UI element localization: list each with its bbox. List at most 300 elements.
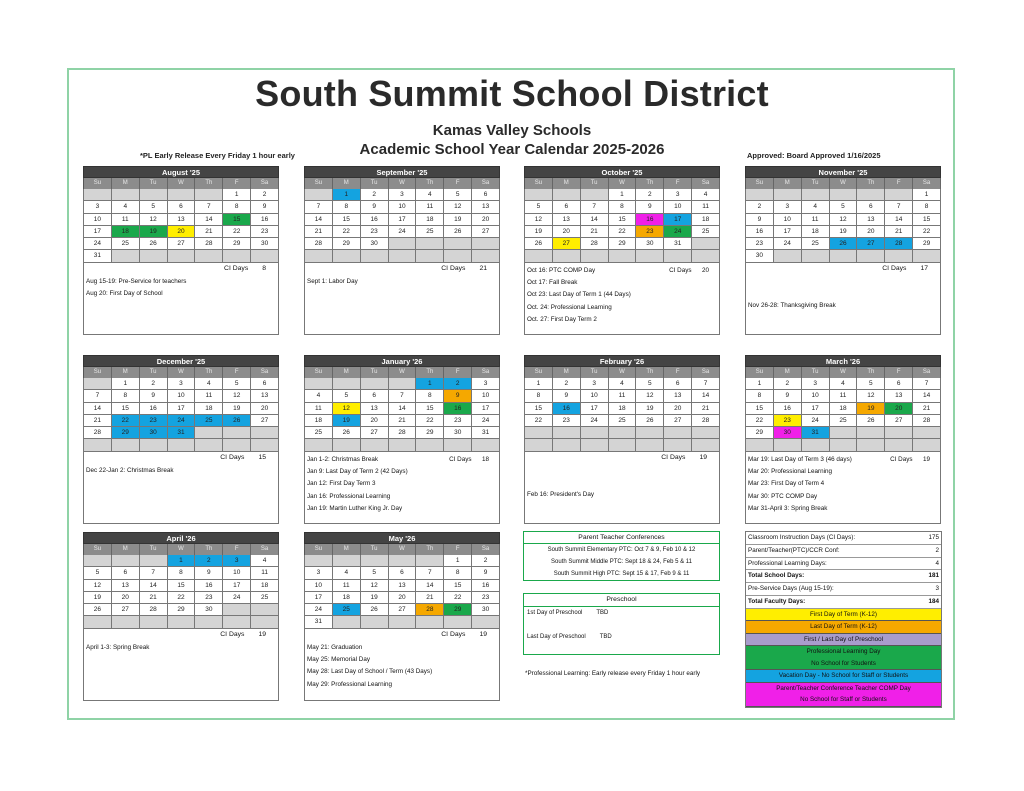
day-cell: 29 (112, 427, 140, 439)
legend-stat-value: 175 (928, 534, 939, 541)
day-cell: 14 (581, 214, 609, 226)
empty-cell (553, 250, 581, 262)
day-cell: 25 (609, 415, 637, 427)
day-cell: 20 (389, 592, 417, 604)
day-cell: 3 (389, 189, 417, 201)
empty-cell (553, 427, 581, 439)
legend-stat-label: Pre-Service Days (Aug 15-19): (748, 585, 834, 593)
day-cell: 12 (444, 201, 472, 213)
day-cell: 27 (857, 238, 885, 250)
day-cell: 26 (361, 604, 389, 616)
month-title: November '25 (745, 166, 941, 178)
day-cell: 13 (857, 214, 885, 226)
empty-cell (305, 378, 333, 390)
day-cell: 15 (913, 214, 941, 226)
weekday-header (83, 544, 279, 555)
day-cell: 15 (333, 214, 361, 226)
weekday-header (745, 367, 941, 378)
day-cell: 26 (140, 238, 168, 250)
day-cell: 11 (305, 403, 333, 415)
day-cell: 15 (416, 403, 444, 415)
day-cell: 2 (140, 378, 168, 390)
legend-stat-label: Parent/Teacher(PTC)/CCR Conf: (748, 546, 840, 554)
day-cell: 15 (746, 403, 774, 415)
month-title: May '26 (304, 532, 500, 544)
notes-list (86, 642, 276, 654)
empty-cell (333, 616, 361, 628)
early-release-note: *PL Early Release Every Friday 1 hour early (140, 151, 295, 160)
ci-days (220, 454, 266, 461)
weekday-label: Sa (692, 178, 720, 189)
ptc-middle: South Summit Middle PTC: Sept 18 & 24, Feb 5 & 11 (551, 559, 692, 565)
weekday-label: F (223, 178, 251, 189)
legend-stat-label: Professional Learning Days: (748, 559, 827, 567)
empty-cell (664, 439, 692, 451)
day-cell: 17 (305, 592, 333, 604)
note-text: Nov 26-28: Thanksgiving Break (748, 302, 836, 310)
day-cell: 23 (553, 415, 581, 427)
day-cell: 15 (223, 214, 251, 226)
preschool-last-value: TBD (599, 634, 612, 640)
weekday-label: Sa (913, 178, 941, 189)
weekday-label: Sa (692, 367, 720, 378)
ci-label: CI Days (441, 630, 466, 638)
day-cell: 13 (664, 390, 692, 402)
day-cell: 12 (84, 580, 112, 592)
day-cell: 21 (195, 226, 223, 238)
day-cell: 22 (609, 226, 637, 238)
note-with-ci (307, 454, 497, 466)
day-cell: 14 (140, 580, 168, 592)
day-cell: 22 (746, 415, 774, 427)
empty-cell (913, 427, 941, 439)
ci-days: CI Days 18 (449, 455, 489, 463)
empty-cell (664, 427, 692, 439)
day-cell: 12 (361, 580, 389, 592)
ci-value: 19 (479, 630, 487, 638)
month-notes (304, 452, 500, 524)
empty-cell (168, 616, 196, 628)
empty-cell (885, 189, 913, 201)
weekday-label: M (112, 544, 140, 555)
note-text: Mar 20: Professional Learning (748, 468, 833, 476)
note-text: Aug 20: First Day of School (86, 290, 163, 298)
day-cell: 2 (195, 555, 223, 567)
weekday-label: W (389, 178, 417, 189)
day-cell: 10 (774, 214, 802, 226)
empty-cell (830, 189, 858, 201)
day-cell: 21 (416, 592, 444, 604)
day-cell: 28 (389, 427, 417, 439)
day-cell: 26 (830, 238, 858, 250)
weekday-label: Tu (361, 544, 389, 555)
weekday-label: Su (746, 367, 774, 378)
weekday-label: F (885, 367, 913, 378)
day-grid (745, 189, 941, 263)
weekday-label: W (830, 178, 858, 189)
day-cell: 1 (525, 378, 553, 390)
legend-stat-label: Total Faculty Days: (748, 597, 806, 605)
district-title: South Summit School District (255, 73, 769, 114)
notes-list (748, 276, 938, 313)
empty-cell (361, 616, 389, 628)
legend-stat-row (746, 583, 941, 596)
school-name: Kamas Valley Schools (432, 122, 592, 139)
day-cell: 10 (664, 201, 692, 213)
day-cell: 20 (472, 214, 500, 226)
day-cell: 18 (830, 403, 858, 415)
day-cell: 27 (361, 427, 389, 439)
empty-cell (223, 616, 251, 628)
weekday-label: M (774, 178, 802, 189)
weekday-label: M (333, 178, 361, 189)
day-cell: 7 (389, 390, 417, 402)
day-cell: 27 (168, 238, 196, 250)
day-cell: 19 (857, 403, 885, 415)
weekday-label: Sa (913, 367, 941, 378)
day-cell: 7 (195, 201, 223, 213)
ci-label: CI Days (220, 453, 245, 461)
day-cell: 22 (333, 226, 361, 238)
day-cell: 10 (305, 580, 333, 592)
weekday-label: Tu (581, 178, 609, 189)
month-block (83, 532, 279, 701)
empty-cell (581, 439, 609, 451)
note-text: April 1-3: Spring Break (86, 643, 150, 651)
weekday-label: M (774, 367, 802, 378)
day-cell: 9 (636, 201, 664, 213)
day-cell: 2 (251, 189, 279, 201)
day-cell: 3 (168, 378, 196, 390)
empty-cell (830, 250, 858, 262)
empty-cell (140, 189, 168, 201)
empty-cell (223, 427, 251, 439)
month-block (745, 355, 941, 524)
ci-label: CI Days (882, 264, 907, 272)
weekday-label: W (609, 178, 637, 189)
weekday-label: M (112, 367, 140, 378)
legend-key-orange (746, 621, 941, 634)
empty-cell (389, 616, 417, 628)
month-title: March '26 (745, 355, 941, 367)
day-cell: 17 (774, 226, 802, 238)
empty-cell (195, 189, 223, 201)
day-cell: 21 (140, 592, 168, 604)
day-cell: 29 (913, 238, 941, 250)
day-cell: 19 (223, 403, 251, 415)
ci-days: CI Days 19 (890, 455, 930, 463)
weekday-label: F (444, 544, 472, 555)
empty-cell (444, 238, 472, 250)
note-text: Oct 17: Fall Break (527, 279, 578, 287)
day-cell: 1 (168, 555, 196, 567)
empty-cell (416, 616, 444, 628)
weekday-label: Sa (472, 367, 500, 378)
empty-cell (553, 189, 581, 201)
month-block (524, 166, 720, 335)
weekday-label: W (830, 367, 858, 378)
empty-cell (472, 616, 500, 628)
legend-stat-label: Total School Days: (748, 572, 805, 580)
day-cell: 9 (444, 390, 472, 402)
empty-cell (774, 189, 802, 201)
day-cell: 6 (112, 567, 140, 579)
day-cell: 19 (525, 226, 553, 238)
note-text: Jan 1-2: Christmas Break (307, 455, 379, 463)
note-text: Dec 22-Jan 2: Christmas Break (86, 466, 174, 474)
month-block (83, 166, 279, 335)
preschool-title: Preschool (524, 594, 719, 607)
day-cell: 13 (251, 390, 279, 402)
day-cell: 30 (774, 427, 802, 439)
day-cell: 23 (746, 238, 774, 250)
day-cell: 11 (251, 567, 279, 579)
weekday-header (524, 178, 720, 189)
note-text: Mar 19: Last Day of Term 3 (46 days) (748, 455, 852, 463)
note-text (748, 288, 938, 300)
day-cell: 11 (609, 390, 637, 402)
empty-cell (140, 250, 168, 262)
day-cell: 8 (444, 567, 472, 579)
day-cell: 18 (333, 592, 361, 604)
legend-stat-label: Classroom Instruction Days (CI Days): (748, 534, 856, 541)
day-cell: 4 (333, 567, 361, 579)
legend-stat-row (746, 558, 941, 571)
month-notes (524, 263, 720, 335)
day-cell: 10 (472, 390, 500, 402)
day-cell: 12 (223, 390, 251, 402)
weekday-label: Th (857, 178, 885, 189)
day-cell: 4 (830, 378, 858, 390)
empty-cell (444, 250, 472, 262)
day-cell: 22 (525, 415, 553, 427)
notes-list (307, 454, 497, 515)
day-cell: 16 (553, 403, 581, 415)
empty-cell (168, 439, 196, 451)
day-cell: 11 (830, 390, 858, 402)
month-notes (745, 263, 941, 335)
empty-cell (389, 250, 417, 262)
day-cell: 5 (636, 378, 664, 390)
ci-days (661, 454, 707, 461)
day-cell: 17 (802, 403, 830, 415)
day-cell: 16 (195, 580, 223, 592)
day-cell: 28 (195, 238, 223, 250)
day-cell: 20 (857, 226, 885, 238)
weekday-label: Tu (140, 544, 168, 555)
day-cell: 17 (581, 403, 609, 415)
weekday-label: Tu (361, 178, 389, 189)
day-cell: 17 (664, 214, 692, 226)
note-text: Jan 19: Martin Luther King Jr. Day (307, 504, 403, 512)
day-cell: 20 (168, 226, 196, 238)
empty-cell (112, 555, 140, 567)
day-cell: 13 (112, 580, 140, 592)
empty-cell (857, 427, 885, 439)
note-text: May 21: Graduation (307, 643, 363, 651)
notes-list (527, 465, 717, 502)
day-cell: 8 (112, 390, 140, 402)
weekday-label: W (389, 544, 417, 555)
day-cell: 8 (168, 567, 196, 579)
weekday-label: Sa (472, 178, 500, 189)
empty-cell (913, 439, 941, 451)
empty-cell (195, 439, 223, 451)
day-cell: 24 (223, 592, 251, 604)
day-cell: 30 (444, 427, 472, 439)
day-cell: 15 (112, 403, 140, 415)
empty-cell (195, 250, 223, 262)
day-cell: 25 (333, 604, 361, 616)
empty-cell (664, 250, 692, 262)
note-text: May 29: Professional Learning (307, 680, 393, 688)
day-cell: 24 (774, 238, 802, 250)
day-cell: 14 (195, 214, 223, 226)
day-cell: 5 (333, 390, 361, 402)
ci-value: 8 (262, 264, 266, 272)
day-cell: 9 (553, 390, 581, 402)
day-cell: 22 (168, 592, 196, 604)
month-notes (83, 452, 279, 524)
preschool-last-row (524, 631, 719, 643)
month-title: December '25 (83, 355, 279, 367)
weekday-label: M (333, 367, 361, 378)
day-cell: 29 (333, 238, 361, 250)
empty-cell (692, 427, 720, 439)
month-title: April '26 (83, 532, 279, 544)
day-cell: 1 (746, 378, 774, 390)
note-text: Jan 12: First Day Term 3 (307, 480, 376, 488)
ptc-high: South Summit High PTC: Sept 15 & 17, Feb 9 & 11 (553, 571, 690, 577)
empty-cell (112, 616, 140, 628)
legend-stat-row (746, 570, 941, 583)
day-cell: 3 (305, 567, 333, 579)
day-cell: 4 (195, 378, 223, 390)
note-text: Feb 16: President's Day (527, 491, 595, 499)
day-cell: 3 (774, 201, 802, 213)
day-cell: 16 (140, 403, 168, 415)
day-cell: 23 (251, 226, 279, 238)
notes-list (748, 454, 938, 515)
weekday-label: Tu (140, 367, 168, 378)
day-cell: 25 (251, 592, 279, 604)
ptc-elementary: South Summit Elementary PTC: Oct 7 & 9, Feb 10 & 12 (547, 547, 696, 553)
day-cell: 25 (692, 226, 720, 238)
empty-cell (168, 189, 196, 201)
empty-cell (830, 439, 858, 451)
day-cell: 7 (885, 201, 913, 213)
ci-value: 19 (258, 630, 266, 638)
month-notes (83, 263, 279, 335)
day-cell: 13 (472, 201, 500, 213)
note-text: Mar 31-April 3: Spring Break (748, 504, 828, 512)
notes-list (527, 265, 717, 326)
day-cell: 16 (444, 403, 472, 415)
day-cell: 6 (472, 189, 500, 201)
ci-value: 19 (699, 453, 707, 461)
empty-cell (333, 555, 361, 567)
day-cell: 14 (389, 403, 417, 415)
legend-stat-value: 184 (928, 597, 939, 605)
day-cell: 11 (333, 580, 361, 592)
day-grid (304, 555, 500, 629)
day-cell: 3 (802, 378, 830, 390)
day-cell: 8 (525, 390, 553, 402)
day-cell: 22 (112, 415, 140, 427)
notes-list (86, 465, 276, 477)
empty-cell (223, 439, 251, 451)
day-cell: 14 (885, 214, 913, 226)
day-cell: 23 (636, 226, 664, 238)
day-cell: 17 (472, 403, 500, 415)
empty-cell (857, 189, 885, 201)
day-cell: 23 (195, 592, 223, 604)
day-cell: 17 (223, 580, 251, 592)
ci-value: 21 (479, 264, 487, 272)
day-cell: 8 (416, 390, 444, 402)
weekday-label: Su (525, 178, 553, 189)
weekday-header (304, 178, 500, 189)
empty-cell (333, 378, 361, 390)
note-text: Oct. 24: Professional Learning (527, 303, 612, 311)
day-cell: 6 (885, 378, 913, 390)
empty-cell (305, 250, 333, 262)
empty-cell (913, 250, 941, 262)
preschool-last-label: Last Day of Preschool (527, 634, 586, 640)
weekday-label: Tu (361, 367, 389, 378)
empty-cell (140, 439, 168, 451)
preschool-box (523, 593, 720, 655)
empty-cell (389, 378, 417, 390)
day-cell: 17 (84, 226, 112, 238)
day-cell: 23 (774, 415, 802, 427)
note-text: May 28: Last Day of School / Term (43 Days) (307, 668, 433, 676)
empty-cell (416, 238, 444, 250)
day-cell: 18 (195, 403, 223, 415)
day-cell: 22 (444, 592, 472, 604)
day-cell: 25 (305, 427, 333, 439)
empty-cell (305, 555, 333, 567)
day-cell: 17 (168, 403, 196, 415)
day-cell: 2 (361, 189, 389, 201)
empty-cell (84, 555, 112, 567)
empty-cell (84, 189, 112, 201)
day-cell: 24 (305, 604, 333, 616)
weekday-label: Su (84, 178, 112, 189)
ptc-title: Parent Teacher Conferences (524, 532, 719, 544)
day-cell: 21 (913, 403, 941, 415)
day-grid (83, 555, 279, 629)
legend-key-text: Vacation Day - No School for Staff or Students (778, 672, 909, 680)
day-cell: 6 (168, 201, 196, 213)
note-text: Oct. 27: First Day Term 2 (527, 315, 597, 323)
weekday-label: F (444, 367, 472, 378)
day-cell: 10 (802, 390, 830, 402)
day-cell: 14 (416, 580, 444, 592)
day-cell: 2 (746, 201, 774, 213)
note-with-ci (527, 265, 717, 277)
day-cell: 27 (553, 238, 581, 250)
day-cell: 31 (84, 250, 112, 262)
day-cell: 21 (692, 403, 720, 415)
day-cell: 30 (140, 427, 168, 439)
weekday-header (745, 178, 941, 189)
day-cell: 11 (195, 390, 223, 402)
empty-cell (553, 439, 581, 451)
legend-box (745, 531, 942, 708)
day-grid (83, 378, 279, 452)
empty-cell (140, 616, 168, 628)
